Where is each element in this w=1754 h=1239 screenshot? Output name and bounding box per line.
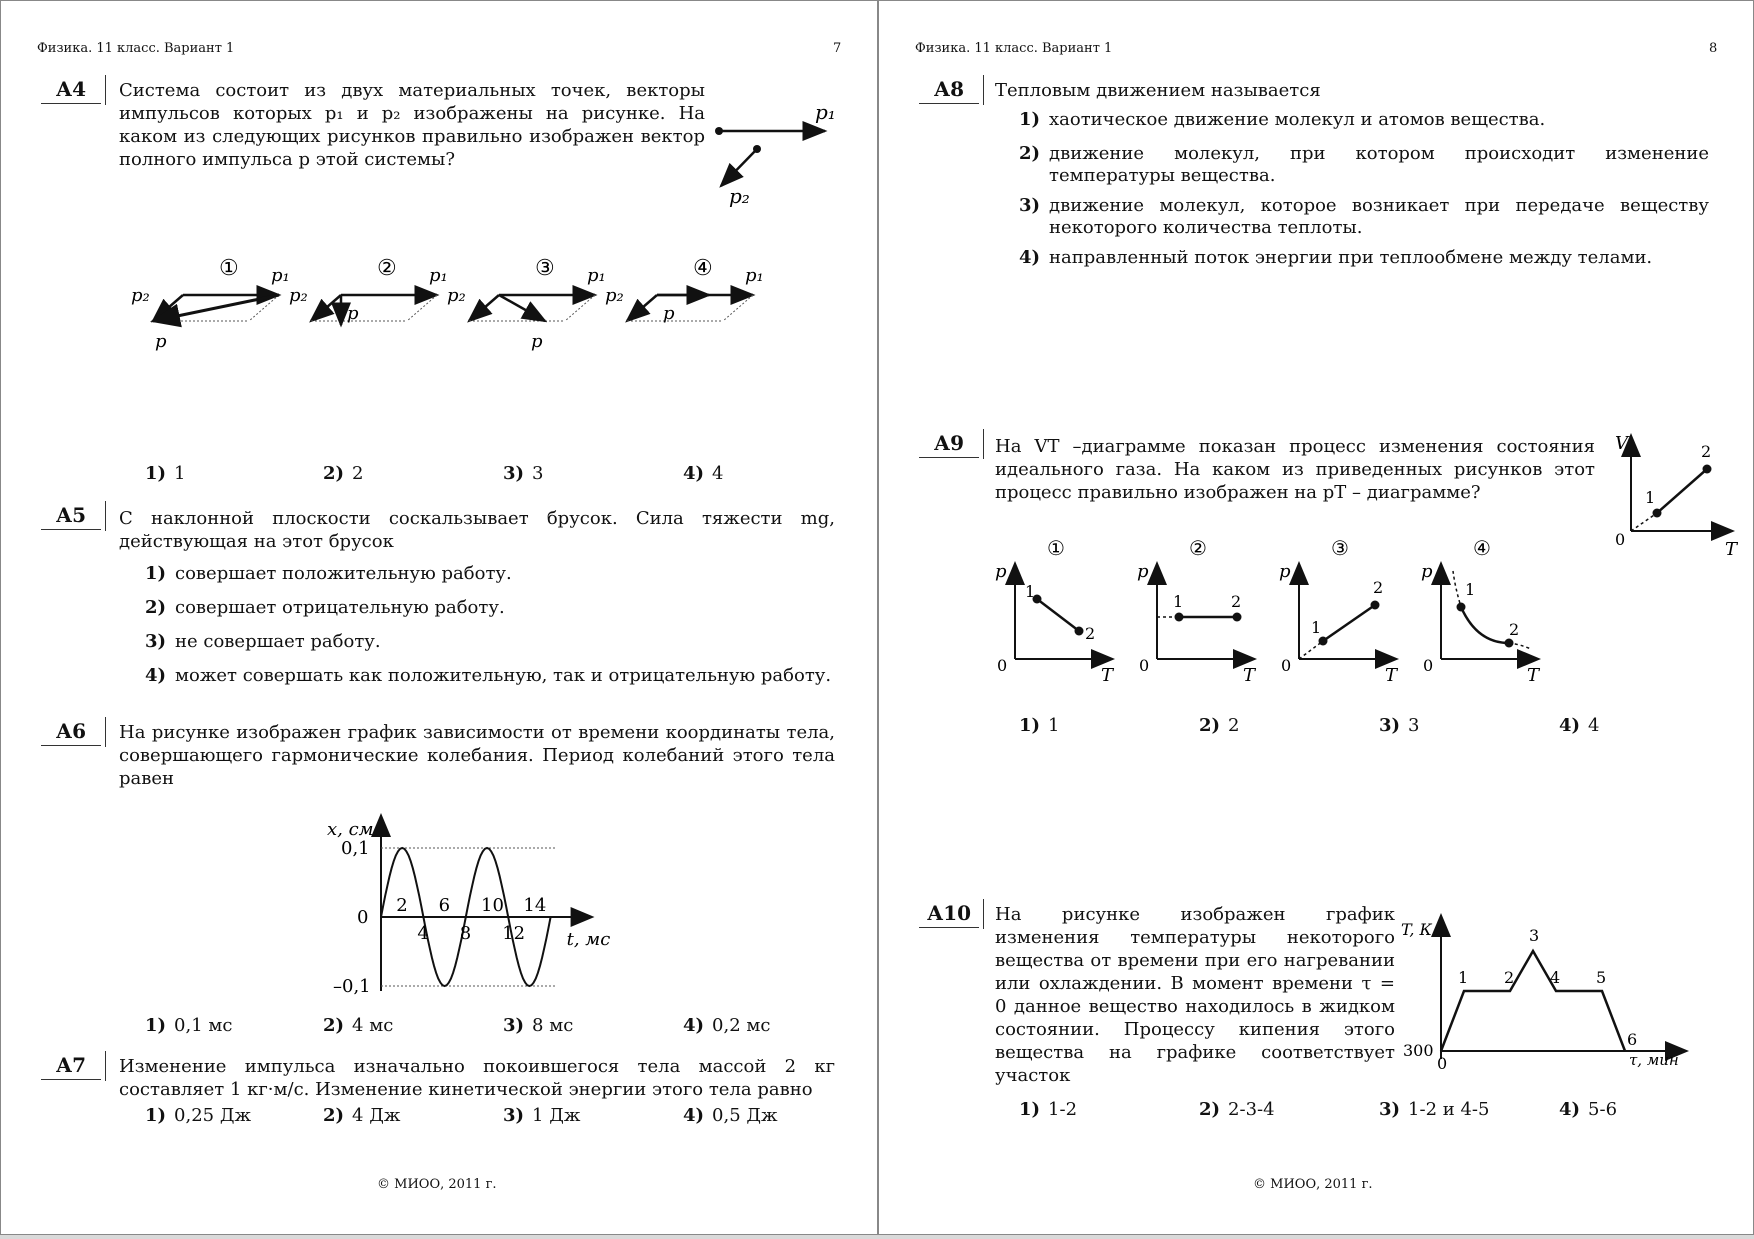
- pt-figure-2: [1137, 536, 1257, 686]
- point-label: 4: [1550, 968, 1561, 987]
- answer-option[interactable]: 4) 4: [683, 463, 724, 484]
- a4-given-vectors: [701, 91, 851, 211]
- svg-text:2: 2: [1231, 592, 1242, 611]
- point-label-2: 2: [1701, 442, 1712, 461]
- svg-text:2: 2: [1085, 624, 1096, 643]
- question-label-a6: А6: [41, 717, 101, 746]
- label-zero: 0: [1615, 530, 1626, 549]
- answer-option[interactable]: 1) 1: [145, 463, 186, 484]
- y-tick-label: 300: [1403, 1041, 1434, 1060]
- figure-number: ①: [1047, 536, 1065, 560]
- answer-option[interactable]: 1) 0,25 Дж: [145, 1105, 252, 1126]
- label-p2: p₂: [289, 285, 308, 306]
- point-label: 2: [1504, 968, 1515, 987]
- answer-option[interactable]: 2) 2: [1199, 715, 1240, 736]
- y-tick-label: –0,1: [333, 976, 371, 997]
- question-label-a5: А5: [41, 501, 101, 530]
- option-item[interactable]: 3) не совершает работу.: [145, 631, 381, 652]
- answer-option[interactable]: 4) 0,5 Дж: [683, 1105, 778, 1126]
- answer-option[interactable]: 3) 3: [1379, 715, 1420, 736]
- svg-text:T: T: [1385, 665, 1398, 686]
- question-label-a7: А7: [41, 1051, 101, 1080]
- svg-text:0: 0: [1423, 656, 1434, 675]
- y-axis-label: T, К: [1401, 920, 1432, 939]
- option-item[interactable]: 4) направленный поток энергии при теплообмене между телами.: [1019, 247, 1653, 268]
- label-p1: p₁: [271, 265, 290, 286]
- svg-text:0: 0: [1281, 656, 1292, 675]
- a4-figure-4: [605, 256, 764, 324]
- answer-option[interactable]: 3) 1 Дж: [503, 1105, 581, 1126]
- x-tick-label: 4: [417, 923, 429, 944]
- label-divider: [105, 717, 106, 747]
- x-tick-label: 6: [438, 895, 451, 916]
- svg-text:T: T: [1527, 665, 1540, 686]
- option-item[interactable]: 2) совершает отрицательную работу.: [145, 597, 505, 618]
- svg-text:p: p: [1421, 561, 1433, 582]
- x-tick-label: 12: [502, 923, 526, 944]
- label-divider: [105, 1051, 106, 1081]
- figure-number: ④: [693, 256, 713, 281]
- figure-number: ②: [377, 256, 397, 281]
- question-text-a4: Система состоит из двух материальных точек, векторы импульсов которых p₁ и p₂ изображены на рисунке. На каком из следующих рисунков правильно изображен вектор полного импульса p этой системы?: [119, 80, 705, 170]
- option-item[interactable]: 3) движение молекул, которое возникает при передаче веществу некоторого количества теплоты.: [1019, 195, 1709, 238]
- a9-option-figures: [989, 531, 1669, 691]
- answer-option[interactable]: 3) 1-2 и 4-5: [1379, 1099, 1490, 1120]
- option-item[interactable]: 1) хаотическое движение молекул и атомов вещества.: [1019, 109, 1546, 130]
- question-text-a5: С наклонной плоскости соскальзывает брусок. Сила тяжести mg, действующая на этот брусок: [119, 508, 835, 552]
- page-header: Физика. 11 класс. Вариант 1: [915, 41, 1113, 56]
- temperature-series-line: [1441, 951, 1625, 1051]
- x-tick-label: 2: [396, 895, 408, 916]
- label-v: V: [1615, 433, 1628, 454]
- answer-option[interactable]: 3) 3: [503, 463, 544, 484]
- svg-text:1: 1: [1311, 618, 1322, 637]
- answer-option[interactable]: 2) 2-3-4: [1199, 1099, 1275, 1120]
- left-page: [0, 0, 878, 1235]
- svg-text:p: p: [995, 561, 1007, 582]
- state-point-1: [1653, 509, 1662, 518]
- label-p1: p₁: [587, 265, 606, 286]
- figure-number: ②: [1189, 536, 1207, 560]
- label-divider: [105, 75, 106, 105]
- label-divider: [983, 75, 984, 105]
- y-tick-label: 0,1: [341, 838, 370, 859]
- label-p2: p₂: [605, 285, 624, 306]
- label-p1: p₁: [429, 265, 448, 286]
- right-page: [878, 0, 1754, 1235]
- svg-text:1: 1: [1465, 580, 1476, 599]
- page-number: 8: [1709, 41, 1718, 56]
- pt-figure-3: [1279, 536, 1399, 686]
- label-p1: p₁: [815, 100, 836, 124]
- answer-option[interactable]: 2) 4 Дж: [323, 1105, 401, 1126]
- x-tick-label: 8: [459, 923, 472, 944]
- answer-option[interactable]: 4) 0,2 мс: [683, 1015, 771, 1036]
- label-p2: p₂: [447, 285, 466, 306]
- question-text-a8: Тепловым движением называется: [995, 80, 1321, 101]
- svg-text:2: 2: [1373, 578, 1384, 597]
- vector-p2: [721, 149, 757, 186]
- answer-option[interactable]: 4) 5-6: [1559, 1099, 1618, 1120]
- extension-line: [1631, 513, 1657, 531]
- y-axis-label: x, см: [327, 819, 374, 840]
- pt-figure-1: [995, 536, 1115, 686]
- answer-option[interactable]: 1) 1-2: [1019, 1099, 1078, 1120]
- page-header: Физика. 11 класс. Вариант 1: [37, 41, 235, 56]
- svg-text:2: 2: [1509, 620, 1520, 639]
- temperature-chart: [1395, 907, 1695, 1077]
- x-tick-label: 0: [1437, 1054, 1448, 1073]
- x-axis-label: τ, мин: [1629, 1051, 1679, 1069]
- question-label-a8: А8: [919, 75, 979, 104]
- question-label-a10: А10: [919, 899, 979, 928]
- x-tick-label: 14: [523, 895, 547, 916]
- svg-text:1: 1: [1173, 592, 1184, 611]
- figure-number: ④: [1473, 536, 1491, 560]
- option-item[interactable]: 1) совершает положительную работу.: [145, 563, 512, 584]
- option-item[interactable]: 2) движение молекул, при котором происходит изменение температуры вещества.: [1019, 143, 1709, 186]
- a4-option-figures: [131, 251, 851, 361]
- option-item[interactable]: 4) может совершать как положительную, так и отрицательную работу.: [145, 665, 832, 686]
- svg-text:p: p: [1279, 561, 1291, 582]
- svg-text:p: p: [1137, 561, 1149, 582]
- svg-text:1: 1: [1025, 582, 1036, 601]
- page-number: 7: [833, 41, 842, 56]
- pt-figure-4: [1421, 536, 1541, 686]
- question-label-a9: А9: [919, 429, 979, 458]
- question-text-a6: На рисунке изображен график зависимости от времени координаты тела, совершающего гармонические колебания. Период колебаний этого тела равен: [119, 722, 835, 789]
- x-axis-label: t, мс: [566, 929, 611, 950]
- label-p: p: [347, 303, 359, 324]
- state-point-2: [1703, 465, 1712, 474]
- point-label-1: 1: [1645, 488, 1656, 507]
- page-footer: © МИОО, 2011 г.: [1253, 1177, 1373, 1192]
- label-divider: [983, 899, 984, 929]
- question-text-a7: Изменение импульса изначально покоившегося тела массой 2 кг составляет 1 кг·м/с. Изменение кинетической энергии этого тела равно: [119, 1056, 835, 1100]
- a4-figure-2: [289, 256, 448, 325]
- svg-text:T: T: [1101, 665, 1114, 686]
- process-line: [1657, 469, 1707, 513]
- a4-figure-3: [447, 256, 606, 352]
- figure-number: ③: [1331, 536, 1349, 560]
- point-label: 3: [1529, 926, 1540, 945]
- question-text-a9: На VT –диаграмме показан процесс изменения состояния идеального газа. На каком из приведенных рисунков этот процесс правильно изображен на pT – диаграмме?: [995, 436, 1595, 503]
- answer-option[interactable]: 2) 4 мс: [323, 1015, 394, 1036]
- question-text-a10: На рисунке изображен график изменения температуры некоторого вещества от времени при его нагревании или охлаждении. В момент времени τ = 0 данное вещество находилось в жидком состоянии. Процессу кипения этого вещества на графике соответствует участок: [995, 904, 1395, 1086]
- x-tick-label: 10: [481, 895, 504, 916]
- y-tick-label: 0: [357, 907, 369, 928]
- question-label-a4: А4: [41, 75, 101, 104]
- answer-option[interactable]: 4) 4: [1559, 715, 1600, 736]
- figure-number: ③: [535, 256, 555, 281]
- label-p2: p₂: [729, 184, 750, 208]
- svg-text:0: 0: [1139, 656, 1150, 675]
- page-footer: © МИОО, 2011 г.: [377, 1177, 497, 1192]
- svg-text:T: T: [1243, 665, 1256, 686]
- answer-option[interactable]: 1) 0,1 мс: [145, 1015, 233, 1036]
- label-p: p: [155, 331, 167, 352]
- sine-chart: [311, 801, 651, 1001]
- label-p2: p₂: [131, 285, 150, 306]
- answer-option[interactable]: 2) 2: [323, 463, 364, 484]
- answer-option[interactable]: 1) 1: [1019, 715, 1060, 736]
- label-t: T: [1725, 539, 1738, 560]
- answer-option[interactable]: 3) 8 мс: [503, 1015, 574, 1036]
- label-divider: [105, 501, 106, 531]
- label-p: p: [531, 331, 543, 352]
- label-p1: p₁: [745, 265, 764, 286]
- a4-figure-1: [131, 256, 290, 352]
- svg-text:0: 0: [997, 656, 1008, 675]
- label-divider: [983, 429, 984, 459]
- point-label: 1: [1458, 968, 1469, 987]
- figure-number: ①: [219, 256, 239, 281]
- point-label: 6: [1627, 1030, 1638, 1049]
- point-label: 5: [1596, 968, 1607, 987]
- label-p: p: [663, 303, 675, 324]
